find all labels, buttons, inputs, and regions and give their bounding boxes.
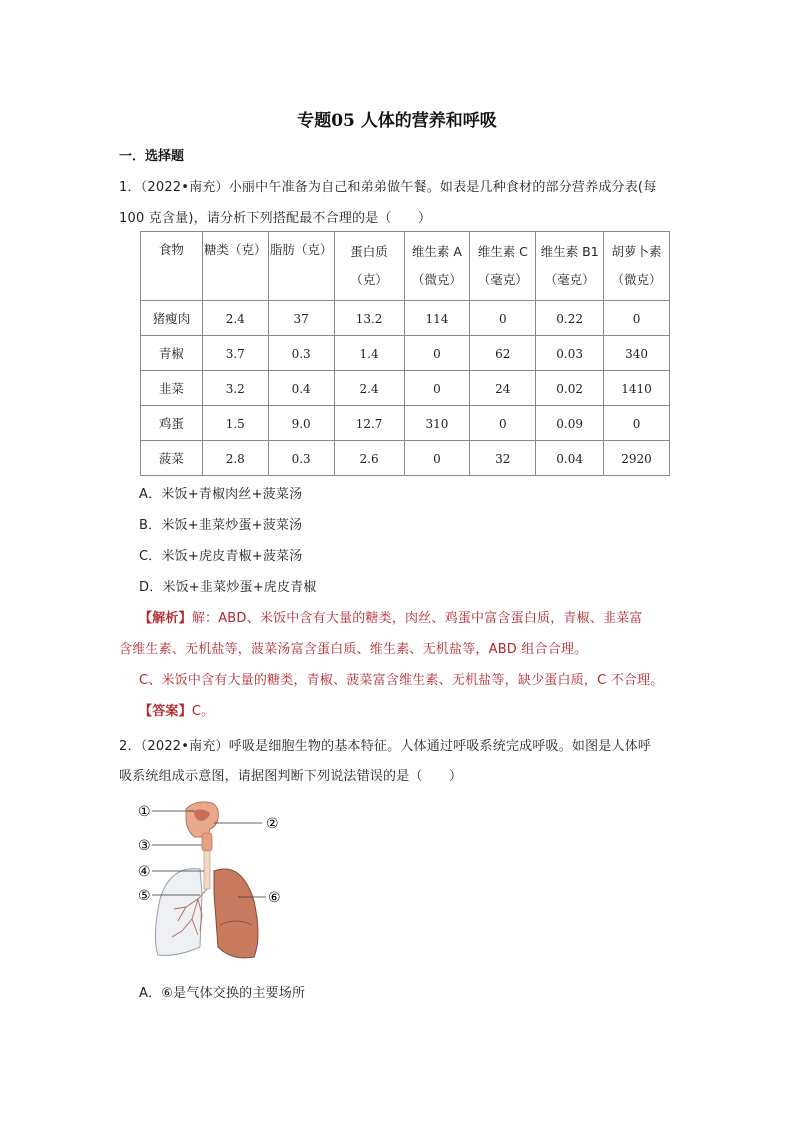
q1-analysis-line-2: 含维生素、无机盐等，菠菜汤富含蛋白质、维生素、无机盐等，ABD 组合合理。 bbox=[119, 642, 588, 657]
label-6: ⑥ bbox=[268, 890, 281, 906]
table-cell: 114 bbox=[404, 301, 470, 336]
q2-stem-line-2: 吸系统组成示意图，请据图判断下列说法错误的是（ ） bbox=[119, 769, 463, 784]
respiratory-system-diagram bbox=[138, 797, 298, 967]
q1-option-b: B．米饭+韭菜炒蛋+菠菜汤 bbox=[139, 518, 303, 533]
header-sugar: 糖类（克） bbox=[202, 232, 268, 301]
table-cell: 3.7 bbox=[202, 336, 268, 371]
table-cell: 0.3 bbox=[268, 336, 334, 371]
header-carotene: 胡萝卜素 （微克） bbox=[604, 232, 670, 301]
header-vitamin-a: 维生素 A （微克） bbox=[404, 232, 470, 301]
table-cell: 340 bbox=[604, 336, 670, 371]
table-row bbox=[141, 441, 670, 476]
table-cell: 0 bbox=[470, 406, 536, 441]
header-fat: 脂肪（克） bbox=[268, 232, 334, 301]
table-cell: 1.4 bbox=[334, 336, 404, 371]
left-lung-outline bbox=[155, 869, 202, 956]
table-cell: 0.3 bbox=[268, 441, 334, 476]
q1-option-c: C．米饭+虎皮青椒+菠菜汤 bbox=[139, 549, 303, 564]
table-cell: 32 bbox=[470, 441, 536, 476]
table-cell: 1.5 bbox=[202, 406, 268, 441]
header-protein: 蛋白质 （克） bbox=[334, 232, 404, 301]
table-cell: 2.8 bbox=[202, 441, 268, 476]
section-heading: 一．选择题 bbox=[119, 149, 185, 164]
page-title: 专题05 人体的营养和呼吸 bbox=[297, 111, 497, 131]
table-cell: 0 bbox=[604, 406, 670, 441]
table-cell: 9.0 bbox=[268, 406, 334, 441]
table-cell: 2.6 bbox=[334, 441, 404, 476]
table-cell: 鸡蛋 bbox=[141, 406, 203, 441]
table-cell: 0.22 bbox=[536, 301, 604, 336]
q1-analysis-line-3: C、米饭中含有大量的糖类，青椒、菠菜富含维生素、无机盐等，缺少蛋白质，C 不合理。 bbox=[139, 673, 664, 688]
table-cell: 0.03 bbox=[536, 336, 604, 371]
header-vitamin-b1: 维生素 B1 （毫克） bbox=[536, 232, 604, 301]
q1-answer: 【答案】C。 bbox=[139, 704, 215, 719]
q1-stem-line-1: 1．（2022•南充）小丽中午准备为自己和弟弟做午餐。如表是几种食材的部分营养成分表(每 bbox=[119, 180, 657, 195]
table-cell: 310 bbox=[404, 406, 470, 441]
table-row bbox=[141, 371, 670, 406]
header-food: 食物 bbox=[141, 232, 203, 301]
table-header-row bbox=[141, 232, 670, 301]
table-cell: 0.4 bbox=[268, 371, 334, 406]
table-cell: 青椒 bbox=[141, 336, 203, 371]
nutrition-table bbox=[140, 231, 670, 476]
table-cell: 0 bbox=[404, 371, 470, 406]
analysis-tag: 【解析】 bbox=[139, 611, 192, 626]
table-row bbox=[141, 336, 670, 371]
header-vitamin-c: 维生素 C （毫克） bbox=[470, 232, 536, 301]
table-cell: 0.09 bbox=[536, 406, 604, 441]
table-cell: 24 bbox=[470, 371, 536, 406]
label-4: ④ bbox=[138, 864, 151, 880]
label-5: ⑤ bbox=[138, 888, 151, 904]
table-cell: 62 bbox=[470, 336, 536, 371]
table-cell: 0 bbox=[604, 301, 670, 336]
label-1: ① bbox=[138, 804, 151, 820]
q1-analysis-line-1: 【解析】解：ABD、米饭中含有大量的糖类，肉丝、鸡蛋中富含蛋白质，青椒、韭菜富 bbox=[139, 611, 643, 626]
table-row bbox=[141, 301, 670, 336]
table-cell: 0.04 bbox=[536, 441, 604, 476]
trachea-shape bbox=[204, 851, 210, 889]
q1-stem-line-2: 100 克含量)，请分析下列搭配最不合理的是（ ） bbox=[119, 211, 432, 226]
table-cell: 0 bbox=[470, 301, 536, 336]
pharynx-shape bbox=[202, 833, 212, 851]
q1-option-a: A．米饭+青椒肉丝+菠菜汤 bbox=[139, 487, 303, 502]
table-cell: 1410 bbox=[604, 371, 670, 406]
table-cell: 12.7 bbox=[334, 406, 404, 441]
table-cell: 0 bbox=[404, 441, 470, 476]
table-cell: 37 bbox=[268, 301, 334, 336]
table-cell: 菠菜 bbox=[141, 441, 203, 476]
label-3: ③ bbox=[138, 838, 151, 854]
table-row bbox=[141, 406, 670, 441]
table-cell: 0.02 bbox=[536, 371, 604, 406]
q1-option-d: D．米饭+韭菜炒蛋+虎皮青椒 bbox=[139, 580, 317, 595]
table-cell: 韭菜 bbox=[141, 371, 203, 406]
right-lung-shape bbox=[214, 869, 258, 958]
table-cell: 0 bbox=[404, 336, 470, 371]
label-2: ② bbox=[266, 816, 279, 832]
q2-stem-line-1: 2．（2022•南充）呼吸是细胞生物的基本特征。人体通过呼吸系统完成呼吸。如图是人体呼 bbox=[119, 739, 652, 754]
answer-tag: 【答案】 bbox=[139, 704, 192, 719]
table-cell: 猪瘦肉 bbox=[141, 301, 203, 336]
q2-option-a: A．⑥是气体交换的主要场所 bbox=[139, 986, 306, 1001]
table-cell: 13.2 bbox=[334, 301, 404, 336]
table-cell: 2.4 bbox=[334, 371, 404, 406]
table-cell: 2920 bbox=[604, 441, 670, 476]
table-cell: 2.4 bbox=[202, 301, 268, 336]
table-cell: 3.2 bbox=[202, 371, 268, 406]
